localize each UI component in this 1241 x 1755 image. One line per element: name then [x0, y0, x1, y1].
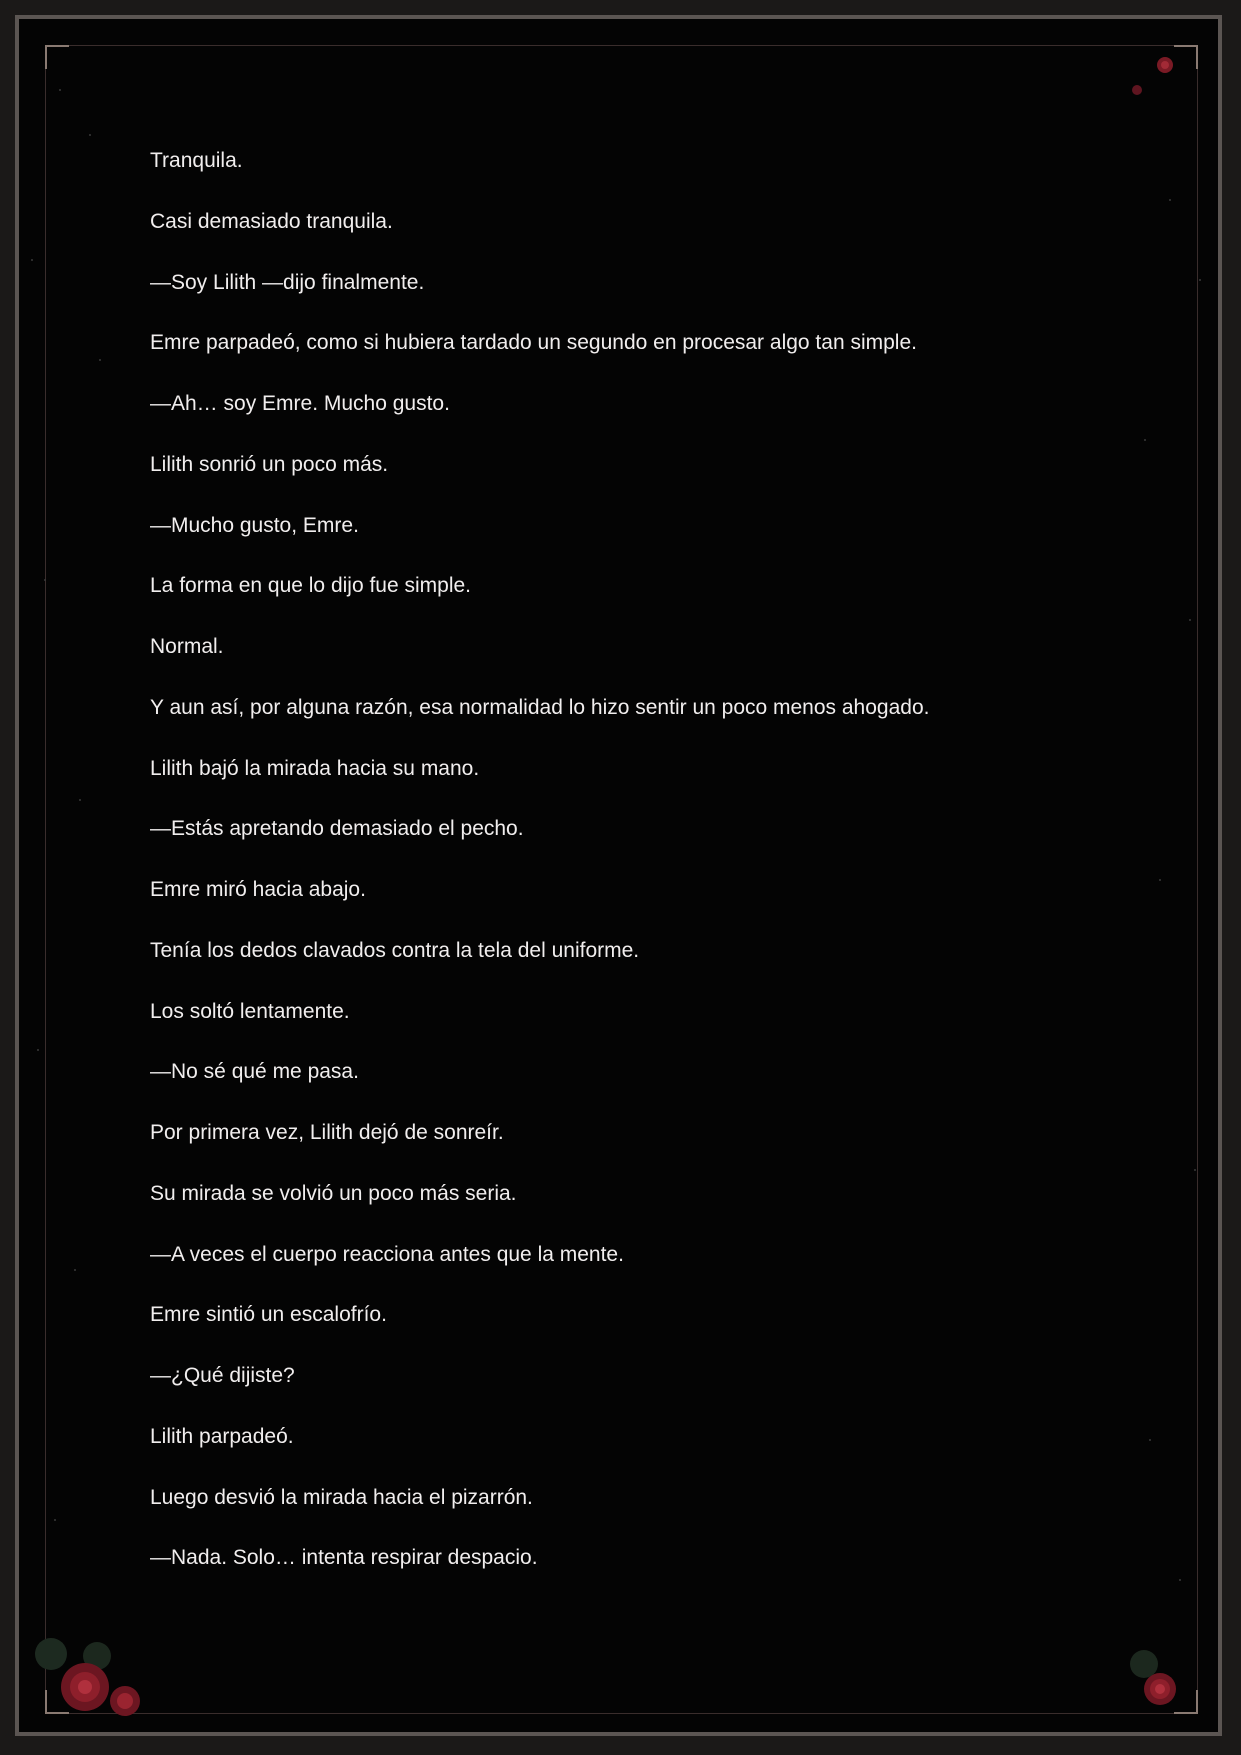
story-line: Lilith bajó la mirada hacia su mano.	[150, 756, 480, 780]
story-line: Casi demasiado tranquila.	[150, 209, 393, 233]
star-dot	[1144, 439, 1146, 441]
story-line: Lilith sonrió un poco más.	[150, 452, 389, 476]
story-line: Y aun así, por alguna razón, esa normalidad lo hizo sentir un poco menos ahogado.	[150, 695, 930, 719]
story-line: —¿Qué dijiste?	[150, 1364, 295, 1387]
corner-bracket-top-right	[1174, 45, 1198, 69]
star-dot	[79, 799, 81, 801]
corner-bracket-top-left	[45, 45, 69, 69]
corner-bracket-bottom-left	[45, 1690, 69, 1714]
story-text	[150, 147, 1110, 1605]
story-line: —Mucho gusto, Emre.	[150, 513, 359, 537]
star-dot	[54, 1519, 56, 1521]
star-dot	[99, 359, 101, 361]
story-line: —Estás apretando demasiado el pecho.	[150, 817, 524, 841]
star-dot	[1194, 1169, 1196, 1171]
story-line: Tranquila.	[150, 149, 243, 172]
star-dot	[1159, 879, 1161, 881]
story-line: —Nada. Solo… intenta respirar despacio.	[150, 1546, 538, 1570]
story-line: La forma en que lo dijo fue simple.	[150, 574, 472, 598]
story-line: Normal.	[150, 635, 224, 658]
story-line: —A veces el cuerpo reacciona antes que la mente.	[150, 1242, 624, 1266]
star-dot	[1199, 279, 1201, 281]
story-line: —Soy Lilith —dijo finalmente.	[150, 270, 425, 294]
star-dot	[74, 1269, 76, 1271]
story-line: Luego desvió la mirada hacia el pizarrón.	[150, 1485, 533, 1509]
story-line: Lilith parpadeó.	[150, 1424, 294, 1448]
star-dot	[31, 259, 33, 261]
page	[15, 15, 1222, 1736]
star-dot	[1179, 1579, 1181, 1581]
story-line: —No sé qué me pasa.	[150, 1060, 359, 1084]
story-line: Emre miró hacia abajo.	[150, 878, 366, 901]
star-dot	[44, 579, 46, 581]
star-dot	[1169, 199, 1171, 201]
story-line: Los soltó lentamente.	[150, 999, 350, 1023]
story-line: —Ah… soy Emre. Mucho gusto.	[150, 392, 450, 415]
story-line: Su mirada se volvió un poco más seria.	[150, 1181, 517, 1205]
star-dot	[37, 1049, 39, 1051]
star-dot	[89, 134, 91, 136]
star-dot	[59, 89, 61, 91]
star-dot	[1149, 1439, 1151, 1441]
story-line: Por primera vez, Lilith dejó de sonreír.	[150, 1121, 504, 1144]
corner-bracket-bottom-right	[1174, 1690, 1198, 1714]
story-line: Tenía los dedos clavados contra la tela del uniforme.	[150, 938, 640, 962]
star-dot	[1189, 619, 1191, 621]
story-line: Emre parpadeó, como si hubiera tardado un segundo en procesar algo tan simple.	[150, 331, 917, 355]
story-line: Emre sintió un escalofrío.	[150, 1303, 387, 1327]
